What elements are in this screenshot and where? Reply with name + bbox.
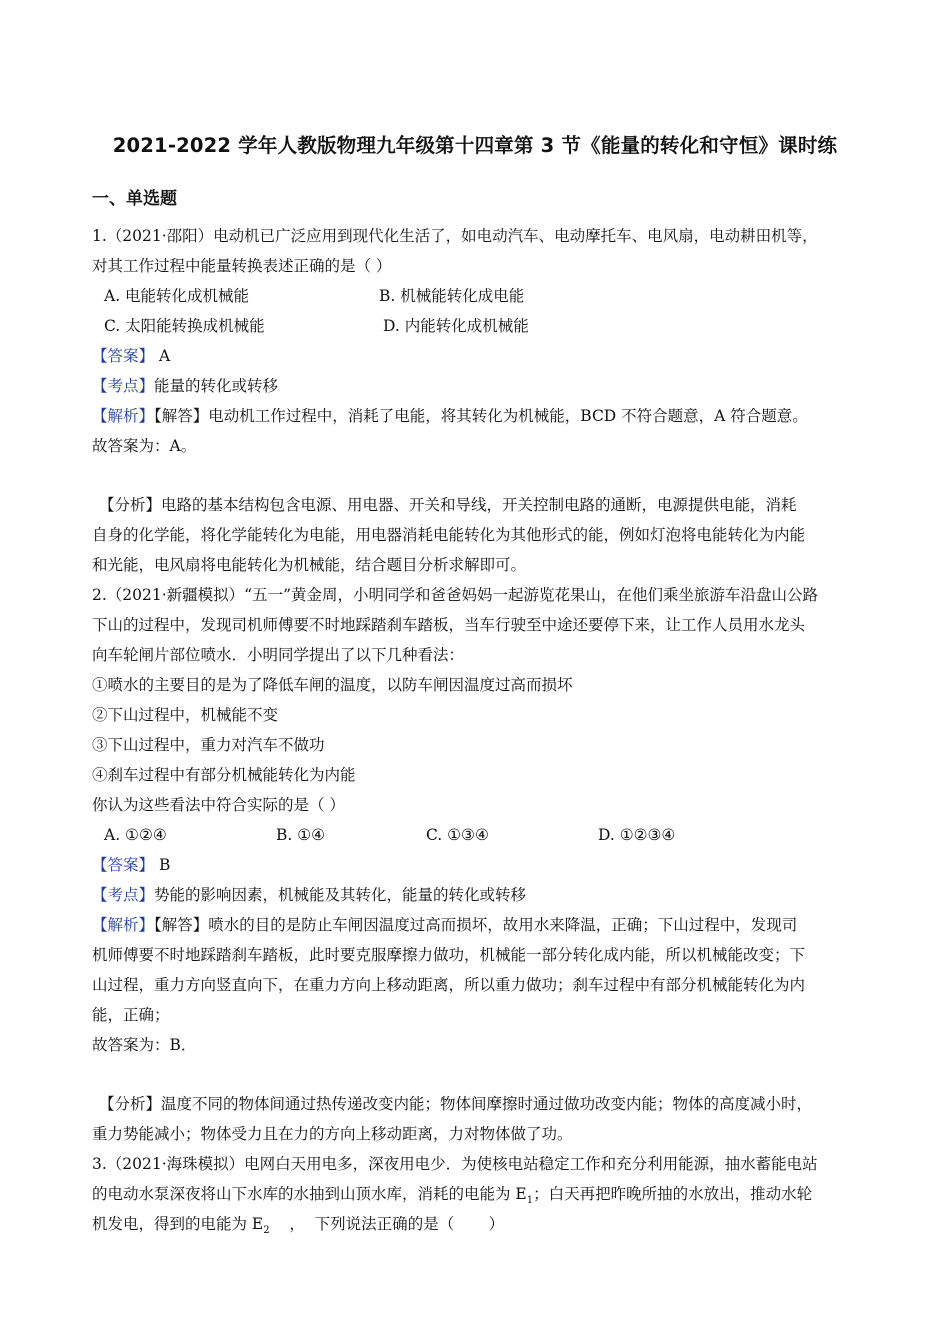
q2-ask: 你认为这些看法中符合实际的是（ ） <box>92 796 345 814</box>
q2-fenxi-line-1: 【分析】温度不同的物体间通过热传递改变内能；物体间摩擦时通过做功改变内能；物体的高度减小时， <box>99 1095 813 1113</box>
analysis-label: 【解析】 <box>92 916 155 934</box>
q3-stem-line-3 <box>92 1209 872 1239</box>
answer-label: 【答案】 <box>92 856 155 874</box>
q2-point-value: 势能的影响因素，机械能及其转化，能量的转化或转移 <box>154 886 527 904</box>
q3-stem-line-2 <box>92 1179 872 1209</box>
q1-option-a: A. 电能转化成机械能 <box>104 287 250 305</box>
q1-analysis-line-1 <box>92 401 872 431</box>
q2-analysis-text: 【解答】喷水的目的是防止车闸因温度过高而损坏，故用水来降温，正确；下山过程中，发现司 <box>154 916 798 934</box>
q2-view-3: ③下山过程中，重力对汽车不做功 <box>92 736 325 754</box>
e1-subscript: 1 <box>526 1195 534 1207</box>
q2-point <box>92 880 872 910</box>
q2-analysis-line-4: 能，正确； <box>92 1006 170 1024</box>
q2-view-4: ④刹车过程中有部分机械能转化为内能 <box>92 766 356 784</box>
q1-stem-line-2: 对其工作过程中能量转换表述正确的是（ ） <box>92 257 392 275</box>
q1-fenxi-line-3: 和光能，电风扇将电能转化为机械能，结合题目分析求解即可。 <box>92 556 527 574</box>
e2-subscript: 2 <box>263 1225 270 1237</box>
point-label: 【考点】 <box>92 886 155 904</box>
q1-fenxi-line-1: 【分析】电路的基本结构包含电源、用电器、开关和导线，开关控制电路的通断，电源提供电能，消耗 <box>99 496 797 514</box>
q2-options-row <box>92 820 872 850</box>
q1-analysis-text: 【解答】电动机工作过程中，消耗了电能，将其转化为机械能，BCD 不符合题意，A 符合题意。 <box>154 407 808 425</box>
q3-stem-text: ， 下列说法正确的是（ ） <box>269 1215 505 1233</box>
q2-option-b: B. ①④ <box>276 826 326 844</box>
q3-stem-line-1: 3.（2021·海珠模拟）电网白天用电多，深夜用电少．为使核电站稳定工作和充分利用能源，抽水蓄能电站 <box>92 1155 818 1173</box>
analysis-label: 【解析】 <box>92 407 155 425</box>
q2-analysis-line-3: 山过程，重力方向竖直向下，在重力方向上移动距离，所以重力做功；刹车过程中有部分机械能转化为内 <box>92 976 806 994</box>
answer-label: 【答案】 <box>92 347 155 365</box>
q1-analysis-line-2: 故答案为：A。 <box>92 437 197 455</box>
q1-fenxi-line-2: 自身的化学能，将化学能转化为电能，用电器消耗电能转化为其他形式的能，例如灯泡将电能转化为内能 <box>92 526 806 544</box>
point-label: 【考点】 <box>92 377 155 395</box>
q2-analysis-line-2: 机师傅要不时地踩踏刹车踏板，此时要克服摩擦力做功，机械能一部分转化成内能，所以机械能改变；下 <box>92 946 806 964</box>
q1-option-b: B. 机械能转化成电能 <box>379 287 525 305</box>
q1-point-value: 能量的转化或转移 <box>154 377 279 395</box>
q1-answer <box>92 341 872 371</box>
q1-option-d: D. 内能转化成机械能 <box>383 317 529 335</box>
q2-fenxi-line-2: 重力势能减小；物体受力且在力的方向上移动距离，力对物体做了功。 <box>92 1125 573 1143</box>
q2-option-a: A. ①②④ <box>104 826 167 844</box>
q1-options-row-1 <box>92 281 872 311</box>
q3-stem-text: ；白天再把昨晚所抽的水放出，推动水轮 <box>533 1185 813 1203</box>
q1-answer-value: A <box>158 347 171 365</box>
q2-stem-line-1: 2.（2021·新疆模拟）“五一”黄金周，小明同学和爸爸妈妈一起游览花果山，在他们乘坐旅游车沿盘山公路 <box>92 586 819 604</box>
q1-point <box>92 371 872 401</box>
q2-option-c: C. ①③④ <box>426 826 489 844</box>
q2-view-1: ①喷水的主要目的是为了降低车闸的温度，以防车闸因温度过高而损坏 <box>92 676 573 694</box>
page-title: 2021-2022 学年人教版物理九年级第十四章第 3 节《能量的转化和守恒》课时练 <box>112 134 838 157</box>
q2-stem-line-3: 向车轮闸片部位喷水．小明同学提出了以下几种看法： <box>92 646 465 664</box>
q2-analysis-line-5: 故答案为：B． <box>92 1036 197 1054</box>
question-list <box>92 221 872 1239</box>
q2-analysis-line-1 <box>92 910 872 940</box>
spacer <box>92 1060 872 1089</box>
q1-option-c: C. 太阳能转换成机械能 <box>104 317 265 335</box>
q2-view-2: ②下山过程中，机械能不变 <box>92 706 279 724</box>
q2-stem-line-2: 下山的过程中，发现司机师傅要不时地踩踏刹车踏板，当车行驶至中途还要停下来，让工作人员用水龙头 <box>92 616 806 634</box>
q1-stem-line-1: 1.（2021·邵阳）电动机已广泛应用到现代化生活了，如电动汽车、电动摩托车、电风扇，电动耕田机等， <box>92 227 818 245</box>
q3-stem-text: 机发电，得到的电能为 E <box>92 1215 264 1233</box>
spacer <box>92 461 872 490</box>
q2-option-d: D. ①②③④ <box>598 826 676 844</box>
section-heading: 一、单选题 <box>92 189 177 209</box>
q2-answer <box>92 850 872 880</box>
q3-stem-text: 的电动水泵深夜将山下水库的水抽到山顶水库，消耗的电能为 E <box>92 1185 527 1203</box>
q2-answer-value: B <box>158 856 171 874</box>
q1-options-row-2 <box>92 311 872 341</box>
